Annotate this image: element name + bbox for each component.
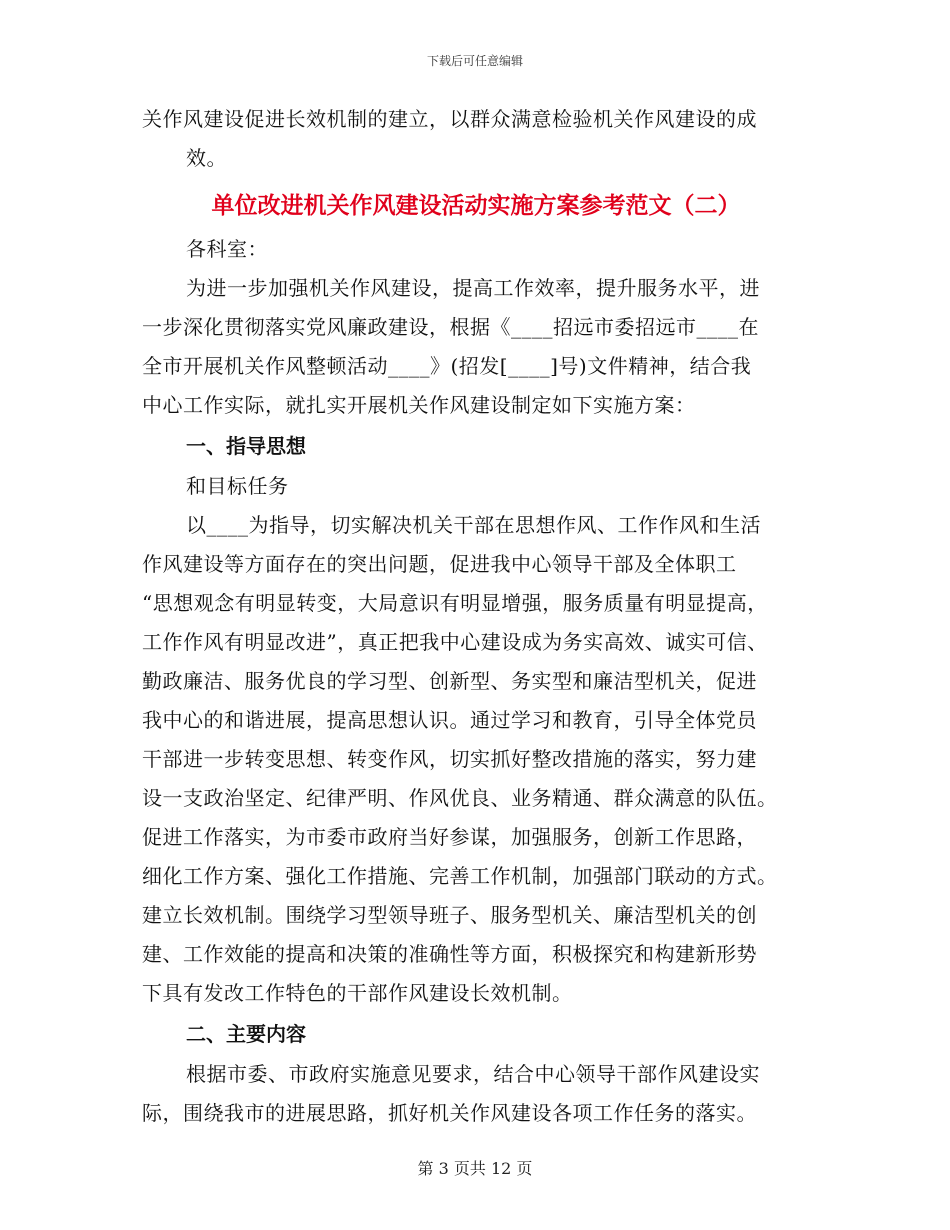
paragraph-line: “思想观念有明显转变，大局意识有明显增强，服务质量有明显提高， [142, 591, 768, 615]
paragraph-line: 设一支政治坚定、纪律严明、作风优良、业务精通、群众满意的队伍。 [142, 786, 778, 810]
page-footer: 第 3 页共 12 页 [417, 1159, 533, 1178]
document-title: 单位改进机关作风建设活动实施方案参考范文（二） [211, 192, 741, 219]
paragraph-line: 以____为指导，切实解决机关干部在思想作风、工作作风和生活 [186, 513, 761, 537]
section-heading-2: 二、主要内容 [186, 1022, 306, 1046]
paragraph-line: 建、工作效能的提高和决策的准确性等方面，积极探究和构建新形势 [142, 942, 757, 966]
document-body [142, 100, 810, 1133]
paragraph-line: 建立长效机制。围绕学习型领导班子、服务型机关、廉洁型机关的创 [142, 903, 757, 927]
section-heading-1: 一、指导思想 [186, 434, 306, 458]
paragraph-line: 勤政廉洁、服务优良的学习型、创新型、务实型和廉洁型机关，促进 [142, 669, 757, 693]
page-header: 下载后可任意编辑 [426, 54, 523, 68]
paragraph-line: 工作作风有明显改进”，真正把我中心建设成为务实高效、诚实可信、 [142, 630, 768, 654]
paragraph-line: 促进工作落实，为市委市政府当好参谋，加强服务，创新工作思路， [142, 825, 757, 849]
salutation: 各科室： [186, 237, 268, 261]
paragraph-line: 全市开展机关作风整顿活动____》(招发[____]号)文件精神，结合我 [142, 354, 752, 378]
paragraph-line: 中心工作实际，就扎实开展机关作风建设制定如下实施方案： [142, 393, 696, 417]
paragraph-line: 我中心的和谐进展，提高思想认识。通过学习和教育，引导全体党员 [142, 708, 757, 732]
paragraph-line: 为进一步加强机关作风建设，提高工作效率，提升服务水平，进 [186, 276, 760, 300]
paragraph-line: 效。 [186, 146, 227, 170]
paragraph-line: 作风建设等方面存在的突出问题，促进我中心领导干部及全体职工 [142, 552, 737, 576]
paragraph-line: 细化工作方案、强化工作措施、完善工作机制，加强部门联动的方式。 [142, 864, 778, 888]
paragraph-line: 干部进一步转变思想、转变作风，切实抓好整改措施的落实，努力建 [142, 747, 757, 771]
subheading-line: 和目标任务 [186, 474, 289, 498]
paragraph-line: 根据市委、市政府实施意见要求，结合中心领导干部作风建设实 [186, 1062, 760, 1086]
paragraph-line: 关作风建设促进长效机制的建立，以群众满意检验机关作风建设的成 [142, 107, 757, 131]
paragraph-line: 一步深化贯彻落实党风廉政建设，根据《____招远市委招远市____在 [142, 315, 759, 339]
paragraph-line: 下具有发改工作特色的干部作风建设长效机制。 [142, 981, 573, 1005]
paragraph-line: 际，围绕我市的进展思路，抓好机关作风建设各项工作任务的落实。 [142, 1101, 757, 1125]
